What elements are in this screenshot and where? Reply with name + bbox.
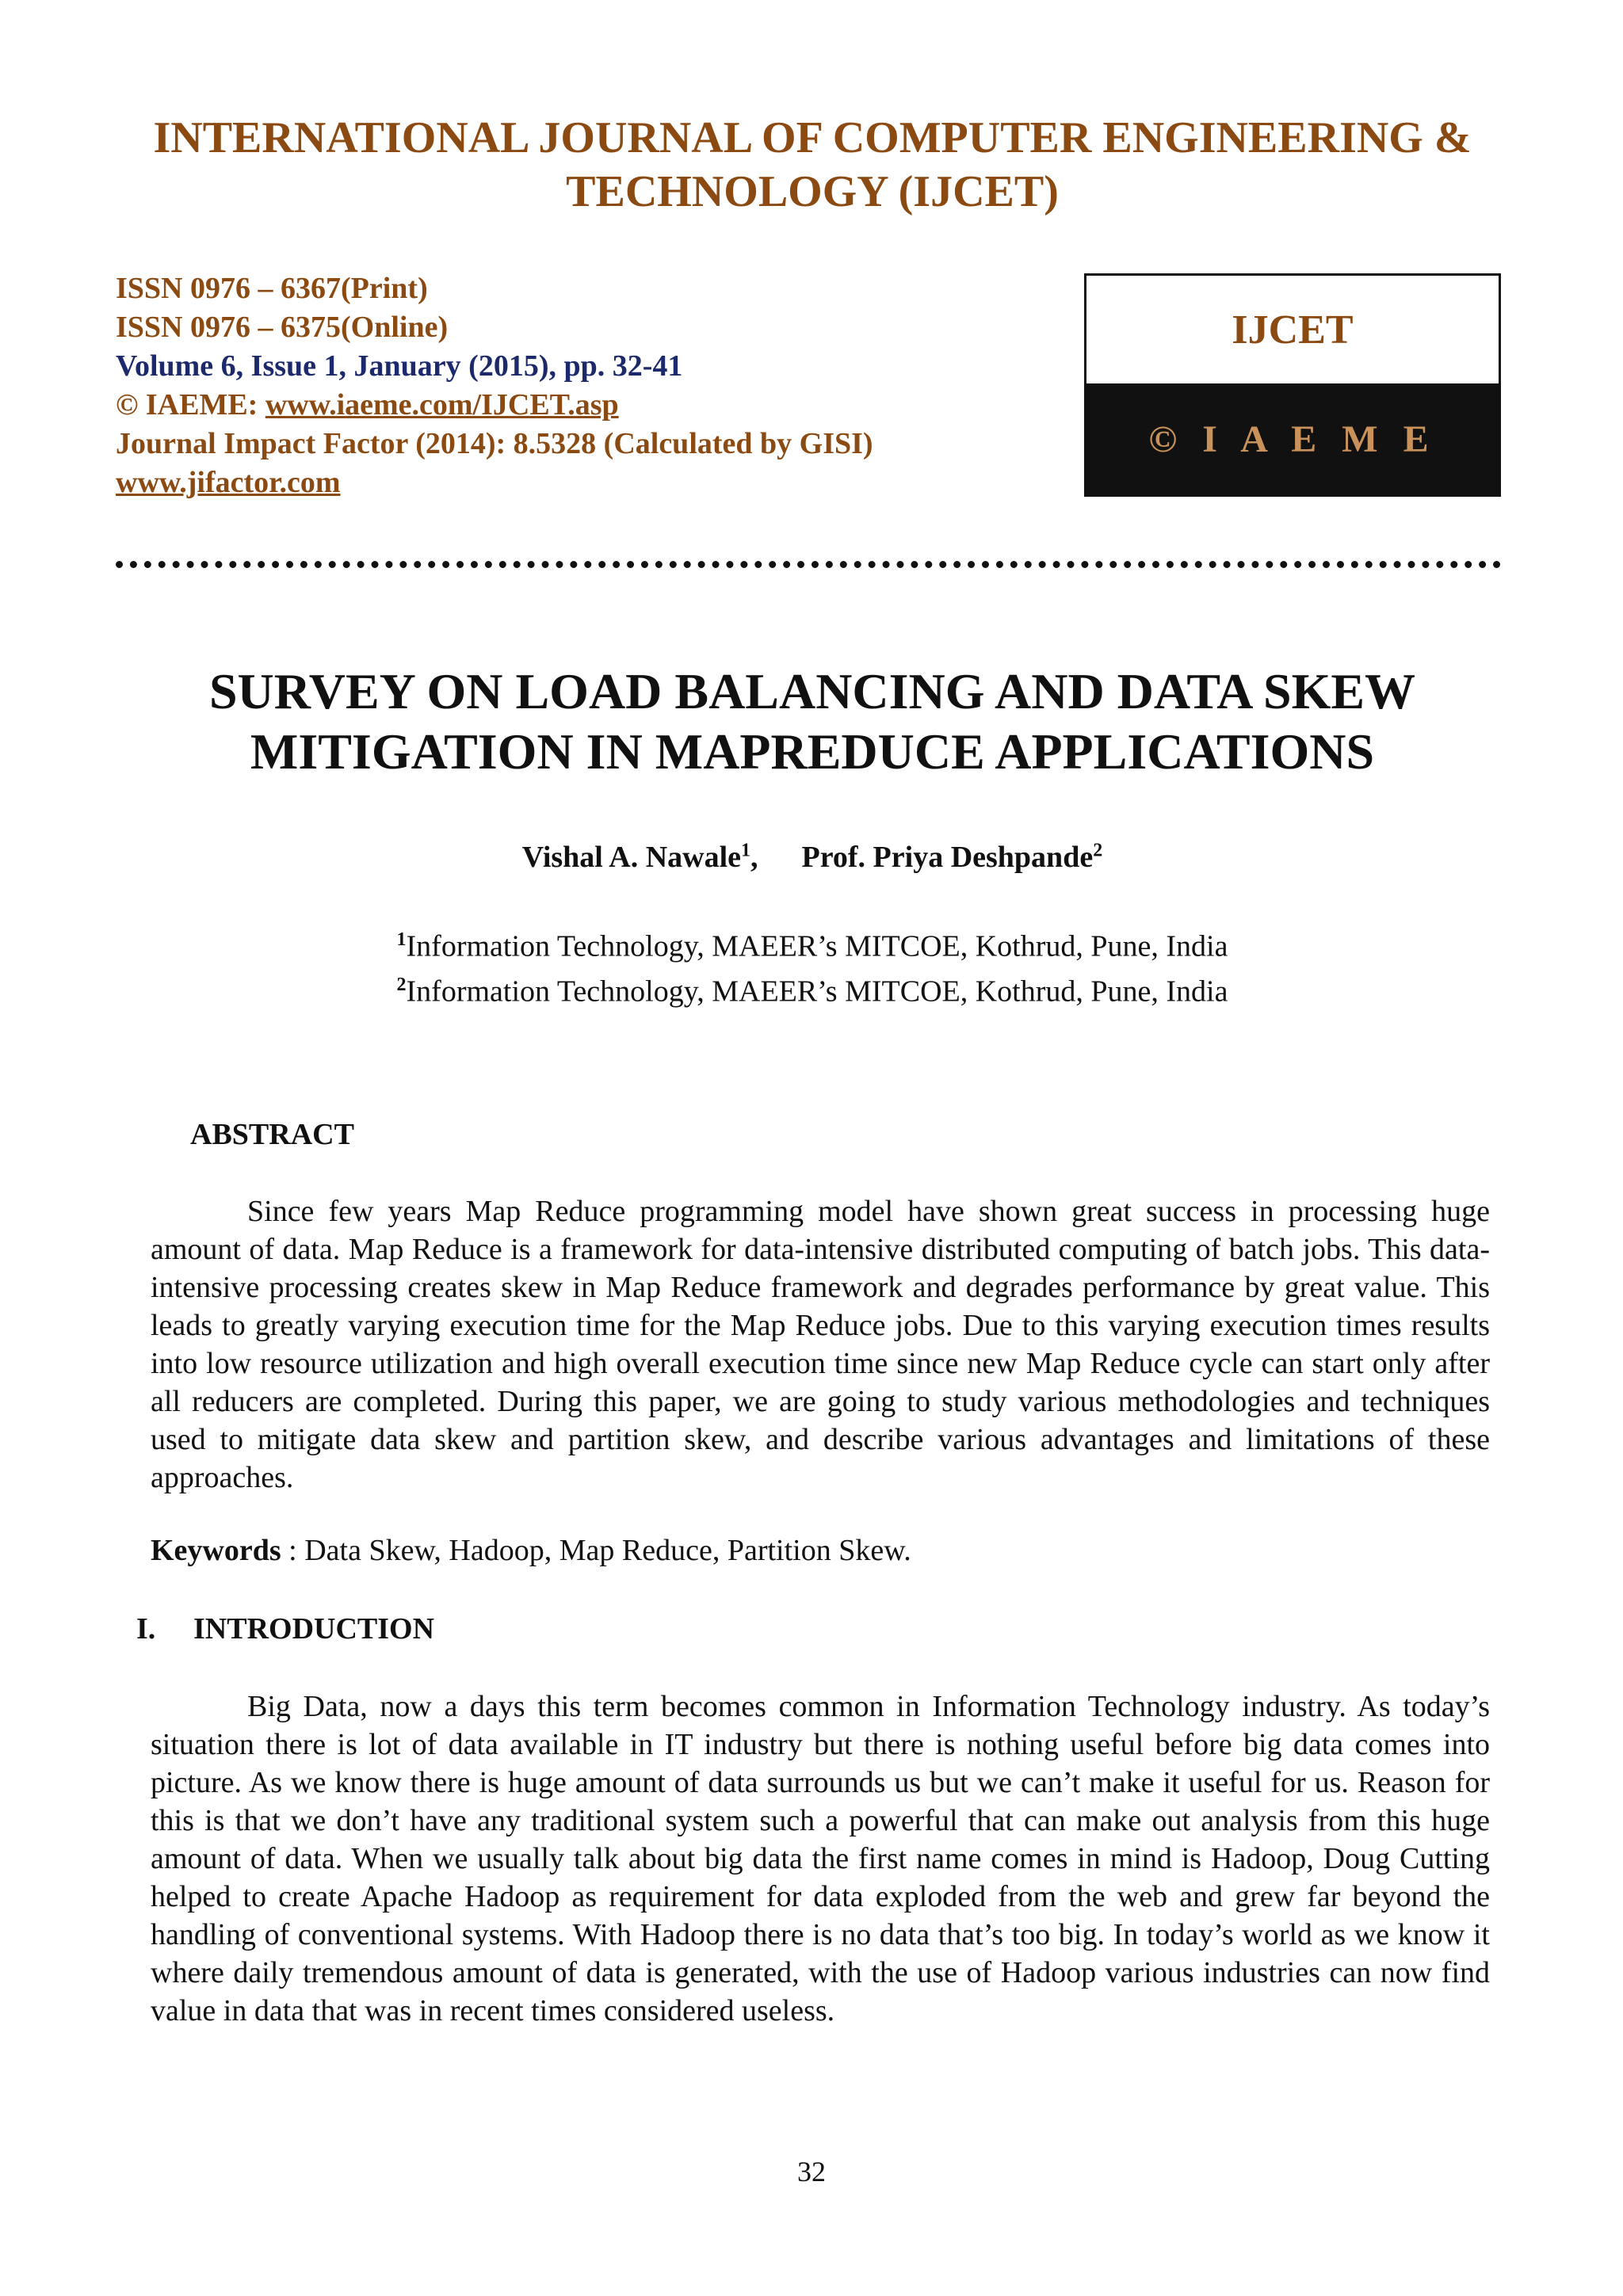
- introduction-heading: [136, 1611, 434, 1646]
- keywords-text: Data Skew, Hadoop, Map Reduce, Partition Skew.: [304, 1534, 911, 1567]
- iaeme-link[interactable]: www.iaeme.com/IJCET.asp: [265, 388, 619, 421]
- iaeme-line: [116, 386, 873, 425]
- affiliation-1: [119, 921, 1506, 966]
- page-number: 32: [797, 2156, 826, 2187]
- author-separator: ,: [750, 841, 758, 874]
- introduction-number: I.: [136, 1612, 156, 1646]
- affiliation-1-text: Information Technology, MAEER’s MITCOE, Kothrud, Pune, India: [406, 929, 1228, 963]
- affiliations: [119, 921, 1506, 1010]
- author-2: Prof. Priya Deshpande: [801, 841, 1094, 874]
- abstract-heading: ABSTRACT: [190, 1118, 354, 1151]
- dotted-divider: [116, 561, 1501, 568]
- author-1: Vishal A. Nawale: [521, 841, 742, 874]
- abstract-text: Since few years Map Reduce programming model have shown great success in processing huge amount of data. Map Reduce is a framework for data-intensive distributed computing of batch jobs. This data-intensive processing creates skew in Map Reduce framework and degrades performance by great value. This leads to greatly varying execution time for the Map Reduce jobs. Due to this varying execution times results into low resource utilization and high overall execution time since new Map Reduce cycle can start only after all reducers are completed. During this paper, we are going to study various methodologies and techniques used to mitigate data skew and partition skew, and describe various advantages and limitations of these approaches.: [151, 1195, 1490, 1494]
- author-2-superscript: 2: [1093, 840, 1103, 861]
- journal-title: [119, 111, 1506, 219]
- authors: [119, 840, 1506, 875]
- affiliation-2-text: Information Technology, MAEER’s MITCOE, Kothrud, Pune, India: [406, 974, 1228, 1009]
- affiliation-2-superscript: 2: [396, 974, 407, 995]
- iaeme-prefix: © IAEME:: [116, 388, 265, 421]
- journal-title-line-2: TECHNOLOGY (IJCET): [566, 167, 1059, 216]
- paper-title: [119, 662, 1506, 782]
- keywords-label: Keywords: [151, 1534, 281, 1567]
- jifactor-line: [116, 463, 873, 502]
- journal-title-line-1: INTERNATIONAL JOURNAL OF COMPUTER ENGINEERING &: [153, 113, 1472, 162]
- affiliation-2: [119, 966, 1506, 1011]
- paper-title-line-2: MITIGATION IN MAPREDUCE APPLICATIONS: [250, 723, 1375, 780]
- introduction-title: INTRODUCTION: [193, 1612, 435, 1646]
- jifactor-link[interactable]: www.jifactor.com: [116, 466, 341, 499]
- ijcet-logo: [1084, 273, 1501, 497]
- author-1-superscript: 1: [741, 840, 751, 861]
- affiliation-1-superscript: 1: [396, 929, 407, 950]
- introduction-text: Big Data, now a days this term becomes common in Information Technology industry. As today’s situation there is lot of data available in IT industry but there is nothing useful before big data comes into picture. As we know there is huge amount of data surrounds us but we can’t make it useful for us. Reason for this is that we don’t have any traditional system such a powerful that can make out analysis from this huge amount of data. When we usually talk about big data the first name comes in mind is Hadoop, Doug Cutting helped to create Apache Hadoop as requirement for data exploded from the web and grew far beyond the handling of conventional systems. With Hadoop there is no data that’s too big. In today’s world as we know it where daily tremendous amount of data is generated, with the use of Hadoop various industries can now find value in data that was in recent times considered useless.: [151, 1690, 1490, 2027]
- logo-iaeme-text: © I A E M E: [1086, 383, 1499, 494]
- keywords-separator: :: [281, 1534, 305, 1567]
- keywords: [151, 1533, 911, 1568]
- issn-print: ISSN 0976 – 6367(Print): [116, 272, 428, 305]
- paper-title-line-1: SURVEY ON LOAD BALANCING AND DATA SKEW: [208, 663, 1416, 719]
- journal-metadata: [116, 269, 873, 502]
- impact-factor: Journal Impact Factor (2014): 8.5328 (Calculated by GISI): [116, 427, 873, 460]
- issn-online: ISSN 0976 – 6375(Online): [116, 311, 449, 344]
- volume-info: Volume 6, Issue 1, January (2015), pp. 32-41: [116, 349, 683, 383]
- logo-ijcet-text: IJCET: [1086, 276, 1499, 383]
